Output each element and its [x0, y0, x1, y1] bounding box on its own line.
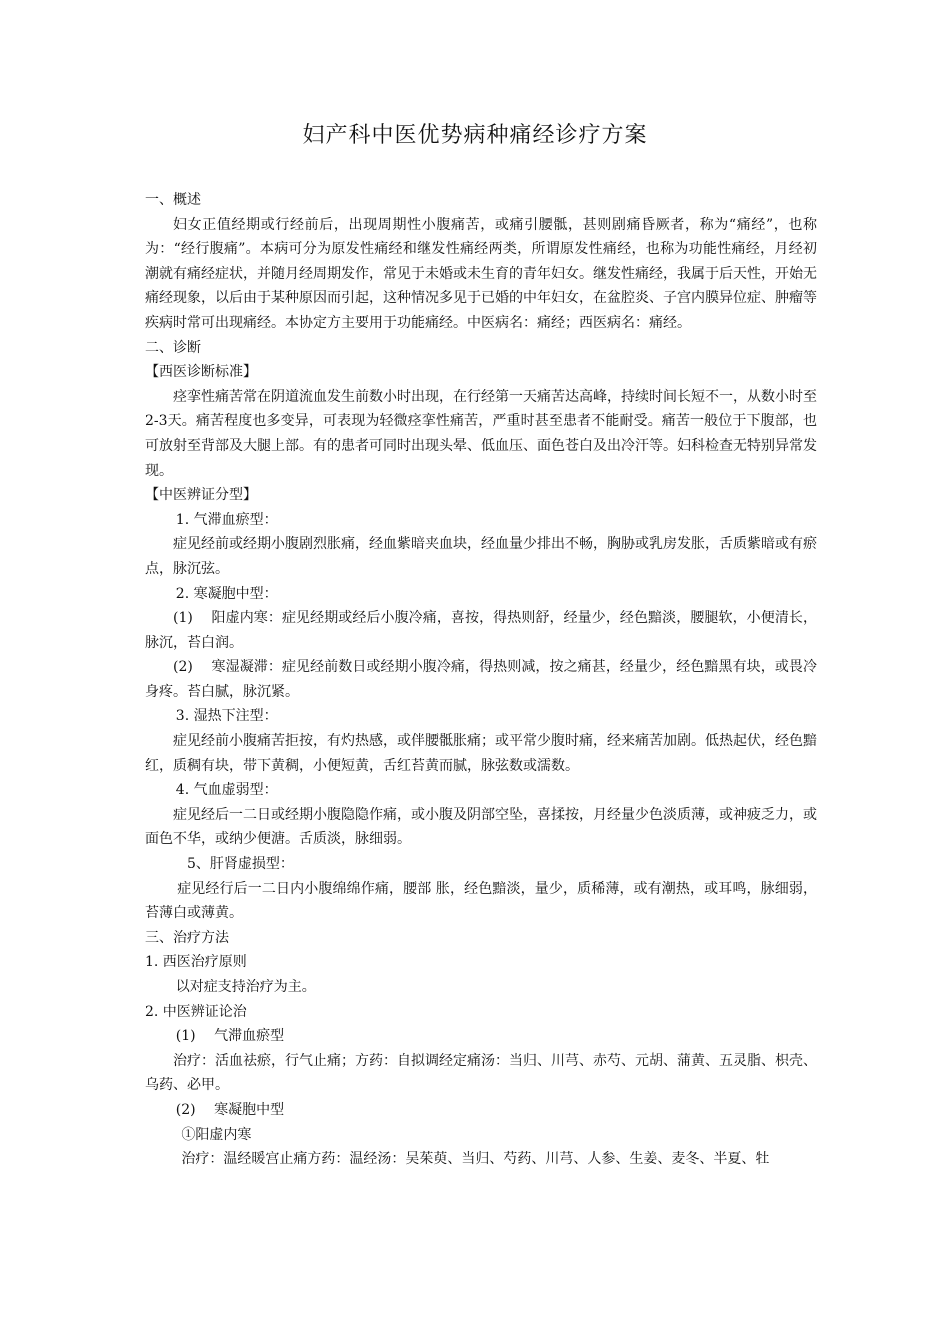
list-heading: (2) 寒凝胞中型: [175, 1101, 285, 1118]
section-heading: 二、诊断: [145, 339, 201, 356]
section-heading: 三、治疗方法: [145, 929, 229, 946]
paragraph: 治疗：温经暖宫止痛方药：温经汤：吴茱萸、当归、芍药、川芎、人参、生姜、麦冬、半夏、牡: [181, 1151, 770, 1168]
document-body: [145, 188, 817, 1172]
list-heading: 4. 气血虚弱型：: [175, 782, 278, 799]
list-heading: 2. 寒凝胞中型：: [175, 585, 278, 602]
list-heading: 3. 湿热下注型：: [175, 708, 278, 725]
list-heading: 1. 气滞血瘀型：: [175, 511, 278, 528]
subsection-heading: 【中医辨证分型】: [145, 487, 257, 504]
paragraph: 痉挛性痛苦常在阴道流血发生前数小时出现，在行经第一天痛苦达高峰，持续时间长短不一，从数小时至2-3天。痛苦程度也多变异，可表现为轻微痉挛性痛苦，严重时甚至患者不能耐受。痛苦一般位于下腹部，也可放射至背部及大腿上部。有的患者可同时出现头晕、低血压、面色苍白及出冷汗等。妇科检查无特别异常发现。: [145, 388, 817, 479]
subsection-heading: 【西医诊断标准】: [145, 364, 257, 381]
subsection-heading: 2. 中医辨证论治: [145, 1003, 247, 1020]
page-title: 妇产科中医优势病种痛经诊疗方案: [302, 123, 648, 148]
paragraph: (2) 寒湿凝滞：症见经前数日或经期小腹冷痛，得热则减，按之痛甚，经量少，经色黯黑有块，或畏冷身疼。苔白腻，脉沉紧。: [145, 659, 817, 700]
list-heading: 5、肝肾虚损型：: [187, 856, 294, 873]
paragraph: 症见经行后一二日内小腹绵绵作痛，腰部 胀，经色黯淡，量少，质稀薄，或有潮热，或耳鸣，脉细弱，苔薄白或薄黄。: [145, 880, 817, 922]
paragraph: (1) 阳虚内寒：症见经期或经后小腹冷痛，喜按，得热则舒，经量少，经色黯淡，腰腿软，小便清长，脉沉，苔白润。: [145, 610, 817, 651]
section-heading: 一、概述: [145, 192, 201, 208]
paragraph: 症见经前小腹痛苦拒按，有灼热感，或伴腰骶胀痛；或平常少腹时痛，经来痛苦加剧。低热起伏，经色黯红，质稠有块，带下黄稠，小便短黄，舌红苔黄而腻，脉弦数或濡数。: [145, 733, 817, 774]
list-heading: ①阳虚内寒: [181, 1126, 252, 1143]
paragraph: 妇女正值经期或行经前后，出现周期性小腹痛苦，或痛引腰骶，甚则剧痛昏厥者，称为“痛经”，也称为：“经行腹痛”。本病可分为原发性痛经和继发性痛经两类，所谓原发性痛经，也称为功能性痛经，月经初潮就有痛经症状，并随月经周期发作，常见于未婚或未生育的青年妇女。继发性痛经，我属于后天性，开始无痛经现象，以后由于某种原因而引起，这种情况多见于已婚的中年妇女，在盆腔炎、子宫内膜异位症、肿瘤等疾病时常可出现痛经。本协定方主要用于功能痛经。中医病名：痛经；西医病名：痛经。: [145, 216, 817, 331]
subsection-heading: 1. 西医治疗原则: [145, 954, 247, 971]
paragraph: 症见经后一二日或经期小腹隐隐作痛，或小腹及阴部空坠，喜揉按，月经量少色淡质薄，或神疲乏力，或面色不华，或纳少便溏。舌质淡，脉细弱。: [145, 806, 817, 848]
paragraph: 治疗：活血祛瘀，行气止痛；方药：自拟调经定痛汤：当归、川芎、赤芍、元胡、蒲黄、五灵脂、枳壳、乌药、必甲。: [145, 1052, 817, 1094]
paragraph: 症见经前或经期小腹剧烈胀痛，经血紫暗夹血块，经血量少排出不畅，胸胁或乳房发胀，舌质紫暗或有瘀点，脉沉弦。: [145, 536, 817, 577]
paragraph: 以对症支持治疗为主。: [175, 979, 316, 995]
list-heading: (1) 气滞血瘀型: [175, 1028, 285, 1045]
